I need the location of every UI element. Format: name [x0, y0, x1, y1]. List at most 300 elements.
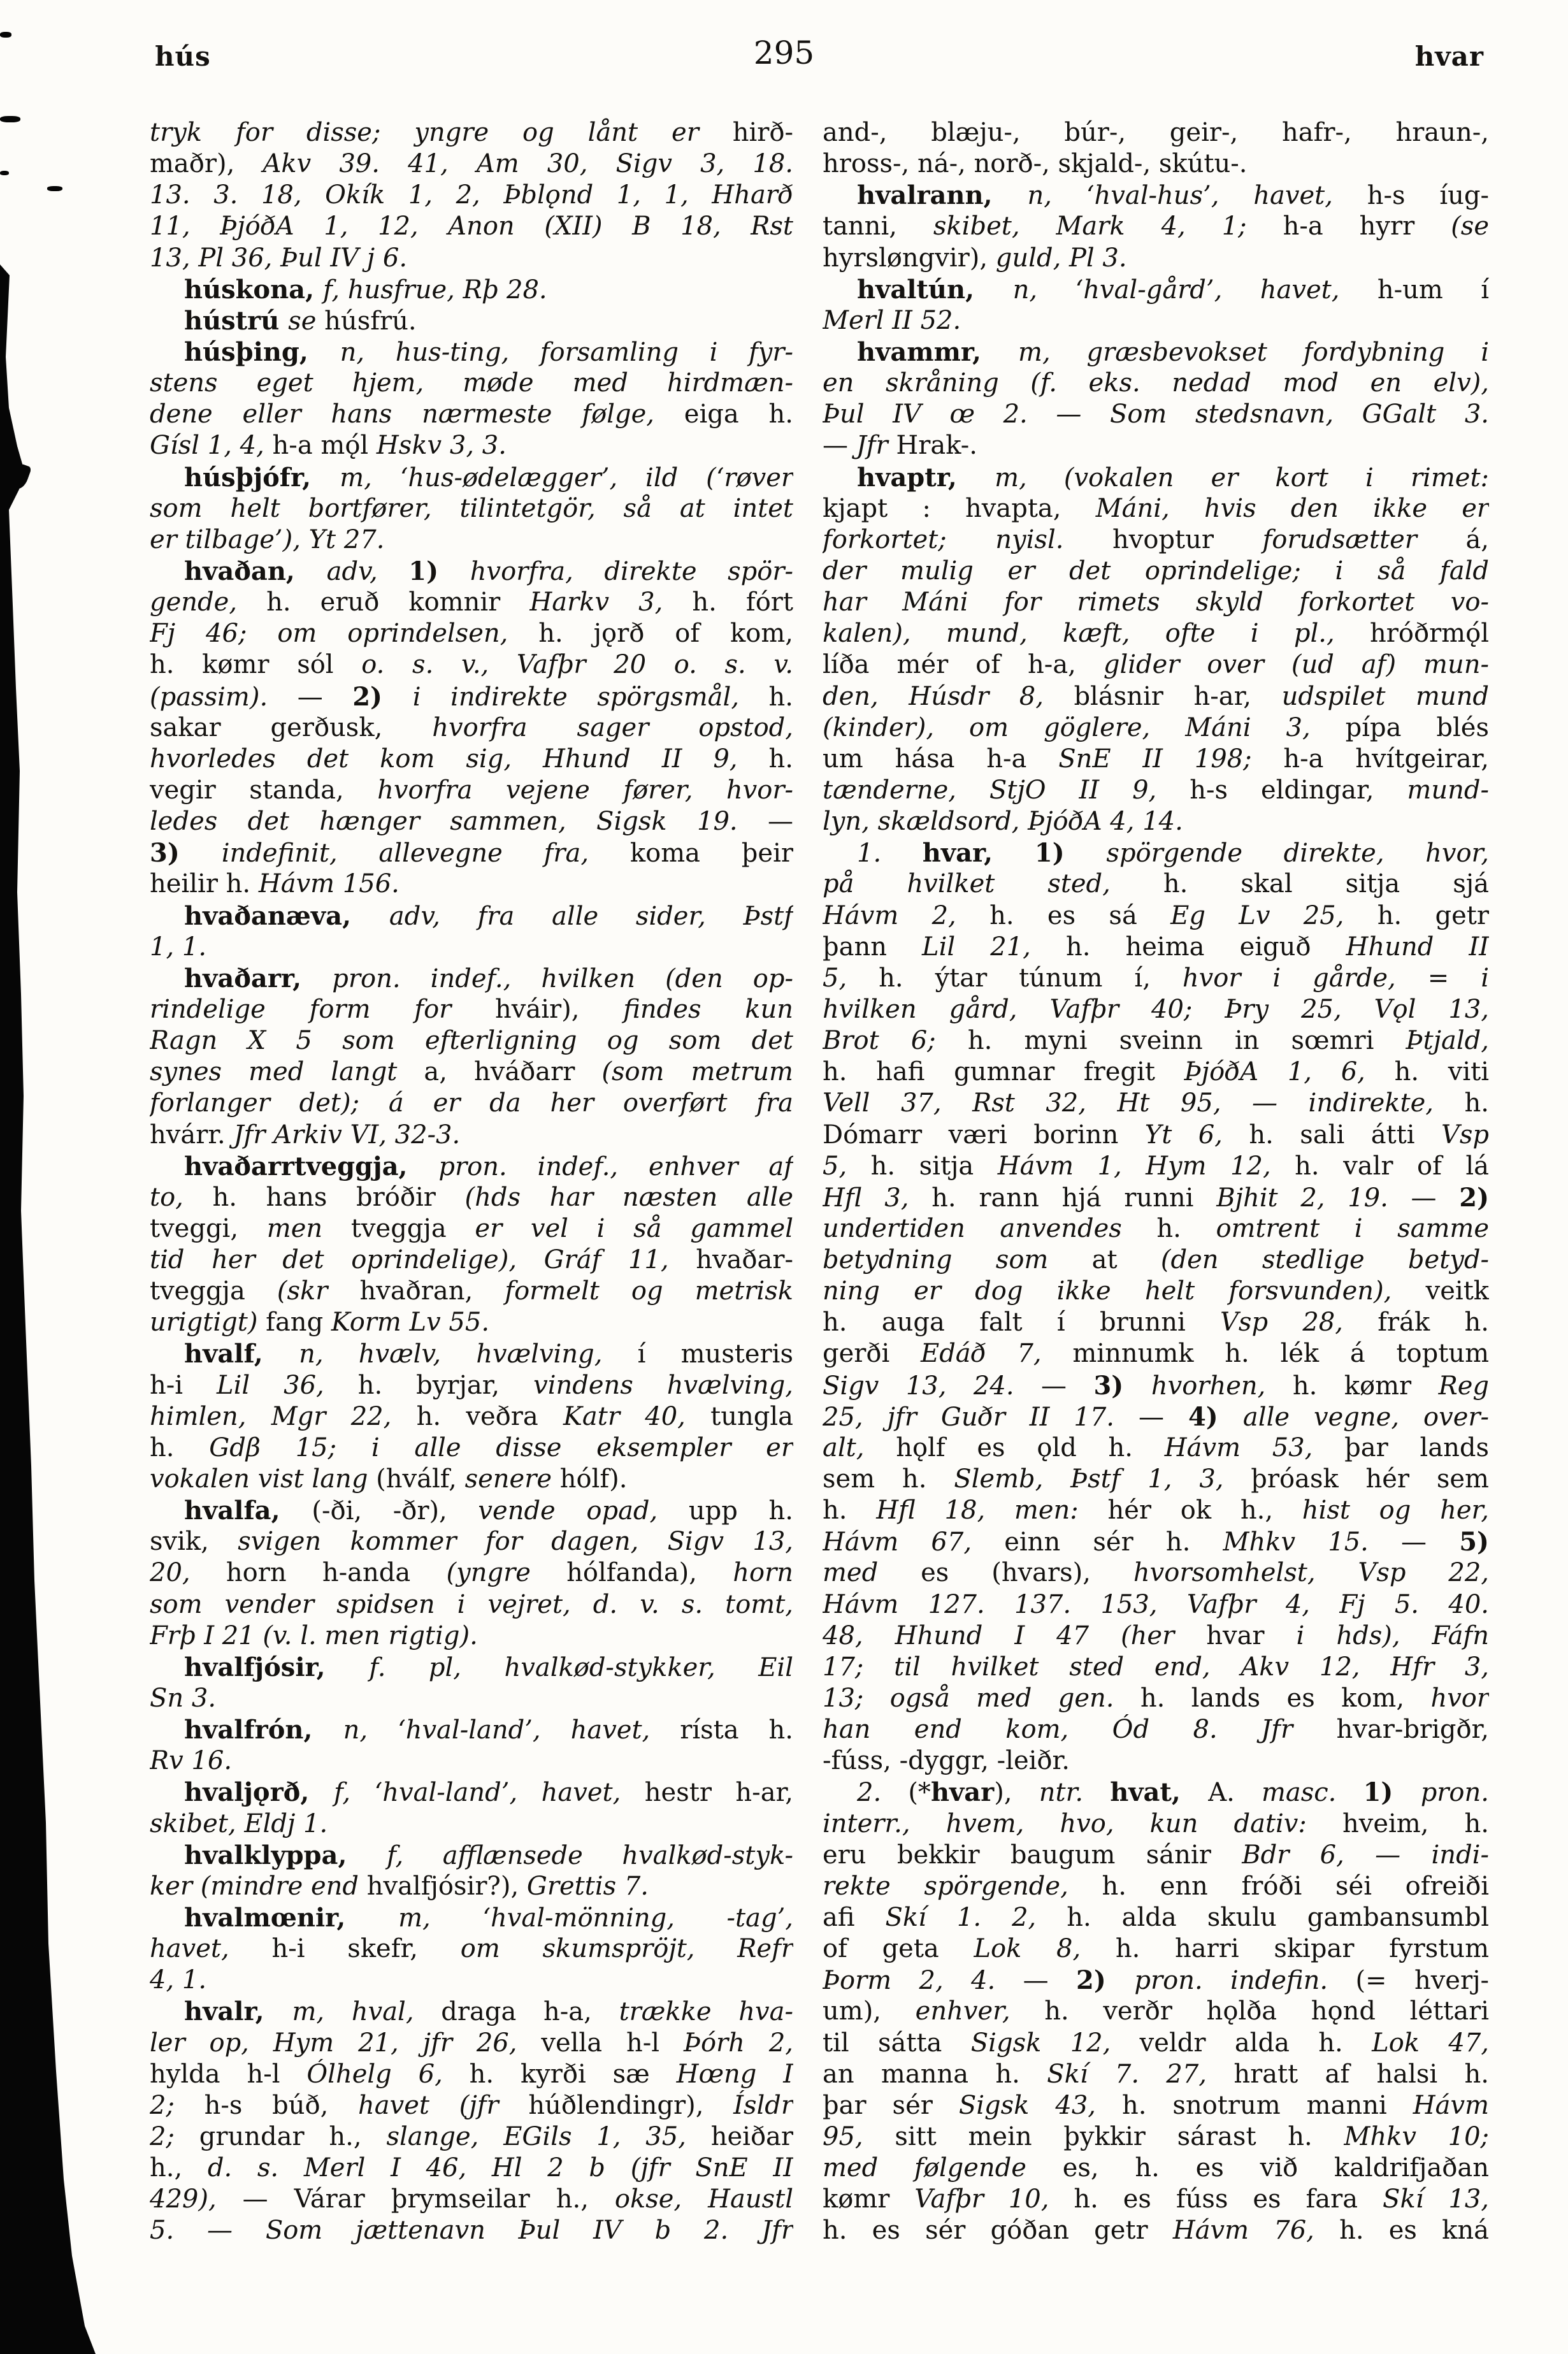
text-line: [150, 1276, 793, 1307]
text-segment: tungla: [710, 1401, 793, 1431]
text-segment: —: [1023, 1966, 1077, 1996]
text-segment: Ólhelg 6,: [306, 2059, 470, 2089]
text-segment: SnE II 198;: [1058, 744, 1284, 774]
text-segment: m, ‘hus-ødelægger’, ild (‘røver: [340, 463, 793, 493]
guideword-right: hvar: [1414, 41, 1484, 72]
headword-or-sense-number: hvalr,: [184, 1997, 292, 2027]
text-segment: h. verðr hǫlða hǫnd léttari: [1044, 1997, 1489, 2026]
text-segment: 2.: [857, 1778, 909, 1808]
text-line: [823, 1151, 1489, 1182]
text-segment: skibet, Mark 4, 1;: [933, 212, 1283, 242]
text-segment: omtrent i samme: [1216, 1213, 1489, 1243]
text-segment: hvor i gårde,: [1182, 963, 1428, 993]
text-segment: hvorfra, direkte spör-: [470, 556, 793, 586]
text-segment: kjapt : hvapta,: [823, 493, 1096, 523]
text-segment: h. sitja: [870, 1151, 998, 1181]
text-segment: Vell 37, Rst 32, Ht 95, — indirekte,: [823, 1088, 1465, 1118]
text-segment: an manna h.: [823, 2059, 1047, 2089]
text-segment: h.: [768, 682, 793, 712]
text-segment: (kinder), om göglere, Máni 3,: [823, 712, 1346, 742]
text-segment: Harkv 3,: [529, 588, 693, 617]
text-segment: om skumspröjt, Refr: [460, 1934, 793, 1964]
text-segment: pron. indef., enhver af: [438, 1152, 793, 1181]
headword-or-sense-number: hvaðarrtveggja,: [184, 1151, 439, 1181]
text-segment: h. eruð komnir: [266, 588, 530, 617]
headword-or-sense-number: húsþing,: [184, 336, 340, 367]
text-segment: 1, 1.: [150, 932, 207, 962]
text-segment: (-ði, -ðr),: [312, 1496, 478, 1526]
text-segment: blásnir h-ar,: [1074, 681, 1282, 711]
text-segment: rísta h.: [680, 1715, 793, 1745]
text-segment: okse, Haustl: [614, 2184, 793, 2214]
text-segment: pron. indef., hvilken (den op-: [332, 964, 793, 993]
text-segment: hvorhen,: [1151, 1371, 1293, 1401]
text-segment: þar lands: [1344, 1433, 1489, 1462]
text-segment: (se: [1451, 212, 1489, 242]
text-segment: 2;: [150, 2122, 199, 2151]
text-line: [823, 1276, 1489, 1307]
text-segment: gende,: [150, 588, 267, 617]
text-segment: 13. 3. 18, Okík 1, 2, Þblǫnd 1, 1, Hharð: [150, 180, 793, 210]
text-segment: h. lands es kom,: [1140, 1684, 1431, 1714]
text-segment: Skí 13,: [1383, 2184, 1489, 2214]
text-segment: hvoptur: [1112, 524, 1263, 554]
headword-or-sense-number: 5): [1459, 1527, 1489, 1557]
text-segment: svik,: [150, 1527, 238, 1557]
headword-or-sense-number: hvalfa,: [184, 1496, 312, 1526]
text-segment: m, (vokalen er kort i rimet:: [995, 463, 1489, 493]
text-line: [823, 1965, 1489, 1996]
text-segment: hróðrmǫ́l: [1370, 619, 1489, 649]
text-segment: hyrsløngvir),: [823, 243, 996, 273]
text-segment: h. kyrði sæ: [469, 2059, 677, 2089]
text-segment: Skí 7. 27,: [1047, 2059, 1234, 2089]
text-segment: m, ‘hval-mönning, -tag’,: [398, 1903, 793, 1933]
text-line: [823, 1433, 1489, 1464]
text-line: [823, 1840, 1489, 1871]
text-segment: to,: [150, 1182, 213, 1212]
text-segment: h-s íug-: [1367, 181, 1489, 211]
text-segment: Grettis 7.: [526, 1871, 649, 1901]
text-segment: horn h-anda: [226, 1558, 447, 1588]
text-line: [150, 1965, 793, 1996]
text-segment: Hávm 2,: [823, 900, 990, 930]
text-line: [823, 994, 1489, 1025]
text-segment: h. skal sitja sjá: [1163, 869, 1489, 899]
text-line: [823, 1777, 1489, 1808]
headword-or-sense-number: hvalfjósir,: [184, 1652, 370, 1682]
text-line: [823, 869, 1489, 900]
text-segment: (*: [908, 1778, 931, 1808]
text-line: [823, 1902, 1489, 1933]
text-segment: Slemb, Þstf 1, 3,: [954, 1464, 1251, 1494]
text-segment: indefinit, allevegne fra,: [221, 839, 630, 869]
text-segment: Jfr Arkiv VI, 32-3.: [233, 1120, 461, 1150]
text-line: [150, 2184, 793, 2215]
text-segment: pípa blés: [1345, 712, 1489, 742]
text-line: [823, 211, 1489, 242]
text-segment: h-i skefr,: [271, 1934, 461, 1964]
text-segment: um hása h-a: [823, 744, 1059, 774]
text-segment: and-, blæju-, búr-, geir-, hafr-, hraun-,: [823, 118, 1489, 147]
text-segment: spörgende direkte, hvor,: [1106, 839, 1489, 869]
text-segment: Bdr 6, — indi-: [1242, 1840, 1489, 1870]
text-segment: maðr),: [150, 149, 263, 179]
scan-shadow-left-edge: [0, 0, 96, 2354]
text-line: [823, 837, 1489, 869]
text-segment: Gísl 1, 4,: [150, 431, 273, 461]
text-segment: (yngre: [446, 1558, 567, 1588]
text-line: [150, 2090, 793, 2121]
text-segment: h. kømr: [1292, 1371, 1439, 1401]
text-line: [823, 305, 1489, 336]
text-segment: Gdβ 15; i alle disse eksempler er: [209, 1433, 793, 1462]
text-segment: 17; til hvilket sted end, Akv 12, Hfr 3,: [823, 1652, 1489, 1682]
text-segment: Sn 3.: [150, 1684, 217, 1714]
text-segment: vindens hvælving,: [533, 1370, 793, 1400]
text-line: [823, 1401, 1489, 1433]
text-segment: den, Húsdr 8,: [823, 681, 1074, 711]
text-line: [823, 963, 1489, 994]
text-line: [150, 1809, 793, 1840]
text-segment: ler op, Hym 21, jfr 26,: [150, 2028, 542, 2058]
text-segment: h. es kná: [1339, 2216, 1489, 2246]
text-segment: Korm Lv 55.: [331, 1308, 490, 1338]
text-line: [823, 462, 1489, 493]
headword-or-sense-number: 2): [352, 681, 413, 712]
text-line: [150, 430, 793, 461]
text-segment: h. valr of lá: [1295, 1151, 1489, 1181]
text-segment: afi: [823, 1903, 886, 1933]
text-segment: Vsp: [1441, 1120, 1489, 1150]
text-line: [823, 681, 1489, 712]
text-segment: 13, Pl 36, Þul IV j 6.: [150, 243, 408, 273]
text-segment: hvaðran,: [359, 1276, 505, 1306]
text-segment: þar sér: [823, 2090, 959, 2120]
text-segment: h. harri skipar fyrstum: [1115, 1934, 1489, 1964]
text-line: [823, 1557, 1489, 1589]
text-segment: h. myni sveinn in sœmri: [967, 1026, 1406, 1056]
text-segment: hvilken gård, Vafþr 40; Þry 25, Vǫl 13,: [823, 994, 1489, 1024]
text-segment: Mhkv 15.: [1223, 1527, 1402, 1557]
text-segment: upp h.: [688, 1496, 793, 1526]
text-segment: Hávm 53,: [1164, 1433, 1345, 1462]
text-segment: f, husfrue, Rþ 28.: [322, 275, 547, 305]
text-line: [823, 1714, 1489, 1745]
text-segment: 4, 1.: [150, 1965, 207, 1995]
text-segment: es, h. es við kaldrifjaðan: [1062, 2153, 1489, 2183]
text-segment: trække hva-: [619, 1997, 793, 2027]
text-segment: sakar gerðusk,: [150, 712, 433, 742]
text-line: [150, 963, 793, 994]
text-line: [823, 1464, 1489, 1495]
text-line: [823, 556, 1489, 587]
text-segment: Hávm 156.: [258, 869, 399, 899]
text-line: [150, 1557, 793, 1589]
text-segment: hvorledes det kom sig, Hhund II 9,: [150, 744, 769, 774]
text-segment: es (hvars),: [921, 1558, 1133, 1588]
text-segment: senere: [464, 1464, 560, 1494]
text-segment: 11, ÞjóðA 1, 12, Anon (XII) B 18, Rst: [150, 212, 793, 242]
text-segment: h.: [1464, 1088, 1489, 1118]
text-segment: Hávm 76,: [1172, 2216, 1340, 2246]
text-segment: havet (jfr: [358, 2090, 529, 2120]
text-line: [823, 775, 1489, 806]
text-segment: h-s eldingar,: [1190, 775, 1407, 805]
text-line: [150, 1933, 793, 1965]
text-line: [823, 1809, 1489, 1840]
text-segment: hveim, h.: [1342, 1809, 1489, 1838]
text-segment: hvorsomhelst, Vsp 22,: [1133, 1558, 1489, 1588]
text-segment: h.: [768, 744, 793, 774]
text-segment: tænderne, StjO II 9,: [823, 775, 1190, 805]
text-line: [823, 148, 1489, 180]
text-segment: =: [1427, 963, 1481, 993]
text-segment: betydning som: [823, 1245, 1092, 1275]
text-segment: hǫlf es ǫld h.: [896, 1433, 1165, 1462]
text-segment: A.: [1208, 1778, 1262, 1808]
text-segment: Hfl 18, men:: [876, 1496, 1108, 1526]
text-line: [150, 1840, 793, 1871]
text-segment: h. alda skulu gambansumbl: [1067, 1903, 1489, 1933]
text-line: [150, 180, 793, 211]
text-segment: —: [1138, 1402, 1188, 1432]
text-line: [150, 1025, 793, 1057]
text-segment: Skí 1. 2,: [885, 1903, 1067, 1933]
text-segment: hvor: [1430, 1684, 1489, 1714]
text-segment: Máni, hvis den ikke er: [1095, 493, 1489, 523]
text-line: [823, 900, 1489, 932]
text-segment: i indirekte spörgsmål,: [412, 682, 769, 712]
text-segment: som helt bortfører, tilintetgör, så at intet: [150, 493, 793, 523]
text-segment: forudsætter: [1262, 524, 1466, 554]
text-segment: Bjhit 2, 19.: [1216, 1183, 1411, 1213]
text-segment: h. ýtar túnum í,: [879, 963, 1183, 993]
text-segment: Hávm 127. 137. 153, Vafþr 4, Fj 5. 40.: [823, 1589, 1489, 1619]
text-segment: forlanger det); á er da her overført fra: [150, 1088, 793, 1118]
text-segment: í musteris: [637, 1339, 793, 1369]
text-column-left: [150, 117, 793, 2247]
text-line: [150, 336, 793, 368]
text-segment: vella h-l: [541, 2028, 684, 2058]
headword-or-sense-number: hvalrann,: [857, 180, 1028, 211]
text-segment: h. byrjar,: [357, 1370, 534, 1400]
text-segment: 20,: [150, 1558, 226, 1588]
text-segment: h. es sá: [989, 900, 1171, 930]
text-line: [150, 837, 793, 869]
headword-or-sense-number: hvaljǫrð,: [184, 1777, 334, 1808]
text-segment: n, ‘hval-land’, havet,: [343, 1715, 680, 1745]
headword-or-sense-number: hvaðan,: [184, 556, 327, 586]
text-line: [150, 211, 793, 242]
text-line: [150, 1526, 793, 1557]
text-segment: Hrak-.: [896, 431, 978, 461]
text-line: [150, 649, 793, 681]
headword-or-sense-number: hústrú: [184, 305, 289, 336]
text-segment: (hválf,: [376, 1464, 465, 1494]
text-line: [823, 1307, 1489, 1338]
text-segment: slange, EGils 1, 35,: [386, 2122, 711, 2151]
text-segment: h. es sér góðan getr: [823, 2216, 1173, 2246]
text-segment: m, græsbevokset fordybning i: [1018, 337, 1489, 367]
guideword-left: hús: [155, 41, 211, 72]
text-segment: h-a mǫ́l: [272, 431, 377, 461]
scan-artifact: [0, 116, 20, 122]
text-line: [823, 806, 1489, 837]
text-segment: n, ‘hval-hus’, havet,: [1027, 181, 1367, 211]
text-segment: pron. indefin.: [1134, 1966, 1356, 1996]
text-segment: h.: [823, 1496, 877, 1526]
text-segment: um),: [823, 1997, 916, 2026]
text-segment: —: [768, 807, 793, 837]
text-line: [823, 649, 1489, 681]
text-segment: Vafþr 10,: [914, 2184, 1074, 2214]
text-line: [150, 2215, 793, 2246]
text-segment: som vender spidsen i vejret, d. v. s. tomt,: [150, 1589, 793, 1619]
text-segment: hér ok h.,: [1107, 1496, 1302, 1526]
headword-or-sense-number: hvat,: [1110, 1777, 1209, 1808]
text-line: [150, 2121, 793, 2153]
text-line: [150, 618, 793, 649]
text-line: [150, 556, 793, 587]
text-line: [150, 1057, 793, 1088]
text-segment: h. getr: [1377, 900, 1489, 930]
text-segment: er vel i så gammel: [475, 1213, 793, 1243]
text-line: [823, 117, 1489, 148]
text-line: [150, 2028, 793, 2059]
text-line: [150, 1902, 793, 1933]
text-segment: eiga h.: [684, 400, 793, 430]
text-segment: med: [823, 1558, 921, 1588]
text-segment: tveggi,: [150, 1213, 267, 1243]
text-segment: skibet, Eldj 1.: [150, 1809, 328, 1838]
text-segment: hvalfjósir?),: [366, 1871, 527, 1901]
headword-or-sense-number: hvaðanæva,: [184, 900, 389, 931]
text-line: [823, 368, 1489, 399]
headword-or-sense-number: hvaltún,: [857, 274, 1013, 305]
text-line: [823, 1213, 1489, 1245]
scan-artifact: [0, 32, 11, 38]
text-segment: hvar-brigðr,: [1336, 1715, 1489, 1745]
text-line: [823, 1370, 1489, 1401]
text-segment: hestr h-ar,: [644, 1778, 793, 1808]
text-segment: (skr: [277, 1276, 360, 1306]
text-line: [823, 430, 1489, 461]
text-segment: -fúss, -dyggr, -leiðr.: [823, 1746, 1070, 1776]
text-line: [150, 1433, 793, 1464]
text-segment: adv,: [326, 556, 409, 586]
text-line: [150, 2059, 793, 2090]
text-segment: findes kun: [623, 994, 793, 1024]
text-line: [823, 1871, 1489, 1902]
text-line: [150, 1307, 793, 1338]
text-segment: d. s. Merl I 46, Hl 2 b (jfr SnE II: [207, 2153, 793, 2183]
text-segment: enhver,: [915, 1997, 1045, 2026]
text-segment: hist og her,: [1302, 1496, 1489, 1526]
text-line: [150, 1996, 793, 2027]
text-segment: ker (mindre end: [150, 1871, 367, 1901]
text-line: [150, 399, 793, 430]
text-segment: Frþ I 21 (v. l. men rigtig).: [150, 1621, 478, 1650]
text-segment: líða mér of h-a,: [823, 650, 1104, 680]
text-segment: adv, fra alle sider, Þstf: [389, 901, 793, 931]
text-segment: vokalen vist lang: [150, 1464, 377, 1494]
text-segment: ntr.: [1039, 1778, 1111, 1808]
text-line: [150, 900, 793, 932]
text-segment: Hávm 67,: [823, 1527, 1005, 1557]
text-segment: tryk for disse; yngre og lånt er: [150, 118, 733, 147]
text-segment: Eg Lv 25,: [1170, 900, 1377, 930]
text-line: [150, 493, 793, 524]
text-segment: frák h.: [1377, 1308, 1489, 1338]
text-line: [150, 274, 793, 305]
text-segment: (som metrum: [601, 1057, 793, 1087]
text-segment: Sigsk 12,: [970, 2028, 1140, 2058]
text-segment: — Várar þrymseilar h.,: [242, 2184, 615, 2214]
text-line: [823, 1057, 1489, 1088]
text-segment: o. s. v., Vafþr 20 o. s. v.: [361, 650, 793, 680]
text-segment: synes med langt: [150, 1057, 424, 1087]
text-line: [823, 1589, 1489, 1621]
text-segment: h. hafi gumnar fregit: [823, 1057, 1184, 1087]
text-segment: glider over (ud af) mun-: [1103, 650, 1489, 680]
text-segment: Jfr: [856, 431, 896, 461]
text-line: [823, 618, 1489, 649]
text-segment: rindelige form for: [150, 994, 496, 1024]
text-segment: horn: [733, 1558, 793, 1588]
text-line: [823, 493, 1489, 524]
headword-or-sense-number: hvar: [930, 1777, 995, 1808]
text-line: [823, 2121, 1489, 2153]
text-segment: havet,: [150, 1934, 272, 1964]
text-line: [150, 1652, 793, 1683]
headword-or-sense-number: hvaðarr,: [184, 963, 333, 993]
text-segment: h. es fúss es fara: [1074, 2184, 1383, 2214]
headword-or-sense-number: 2): [1459, 1182, 1489, 1213]
text-line: [150, 869, 793, 900]
text-line: [150, 117, 793, 148]
text-segment: Hskv 3, 3.: [376, 431, 507, 461]
text-line: [823, 1338, 1489, 1369]
text-segment: hirð-: [732, 118, 793, 147]
text-segment: eru bekkir baugum sánir: [823, 1840, 1242, 1870]
text-segment: hylda h-l: [150, 2059, 307, 2089]
text-segment: 1.: [857, 839, 923, 869]
text-segment: hvaðar-: [696, 1245, 793, 1275]
text-segment: dene eller hans nærmeste følge,: [150, 400, 684, 430]
text-segment: udspilet mund: [1281, 681, 1489, 711]
text-line: [823, 2028, 1489, 2059]
text-segment: 5,: [823, 1151, 871, 1181]
text-line: [823, 243, 1489, 274]
text-segment: Hávm: [1413, 2090, 1489, 2120]
text-segment: der mulig er det oprindelige; i så fald: [823, 556, 1489, 586]
text-segment: h-s búð,: [204, 2090, 359, 2120]
text-line: [823, 1495, 1489, 1526]
text-segment: på hvilket sted,: [823, 869, 1163, 899]
text-line: [150, 1589, 793, 1621]
text-segment: n, ‘hval-gård’, havet,: [1012, 275, 1377, 305]
headword-or-sense-number: 1): [1363, 1777, 1421, 1808]
text-segment: en skråning (f. eks. nedad mod en elv),: [823, 368, 1489, 398]
text-segment: h. fórt: [692, 588, 793, 617]
text-segment: h. hans bróðir: [212, 1182, 465, 1212]
text-segment: 25, jfr Guðr II 17.: [823, 1402, 1139, 1432]
text-segment: h. viti: [1394, 1057, 1489, 1087]
text-segment: svigen kommer for dagen, Sigv 13,: [238, 1527, 793, 1557]
text-line: [823, 180, 1489, 211]
text-segment: h.: [1156, 1213, 1216, 1243]
